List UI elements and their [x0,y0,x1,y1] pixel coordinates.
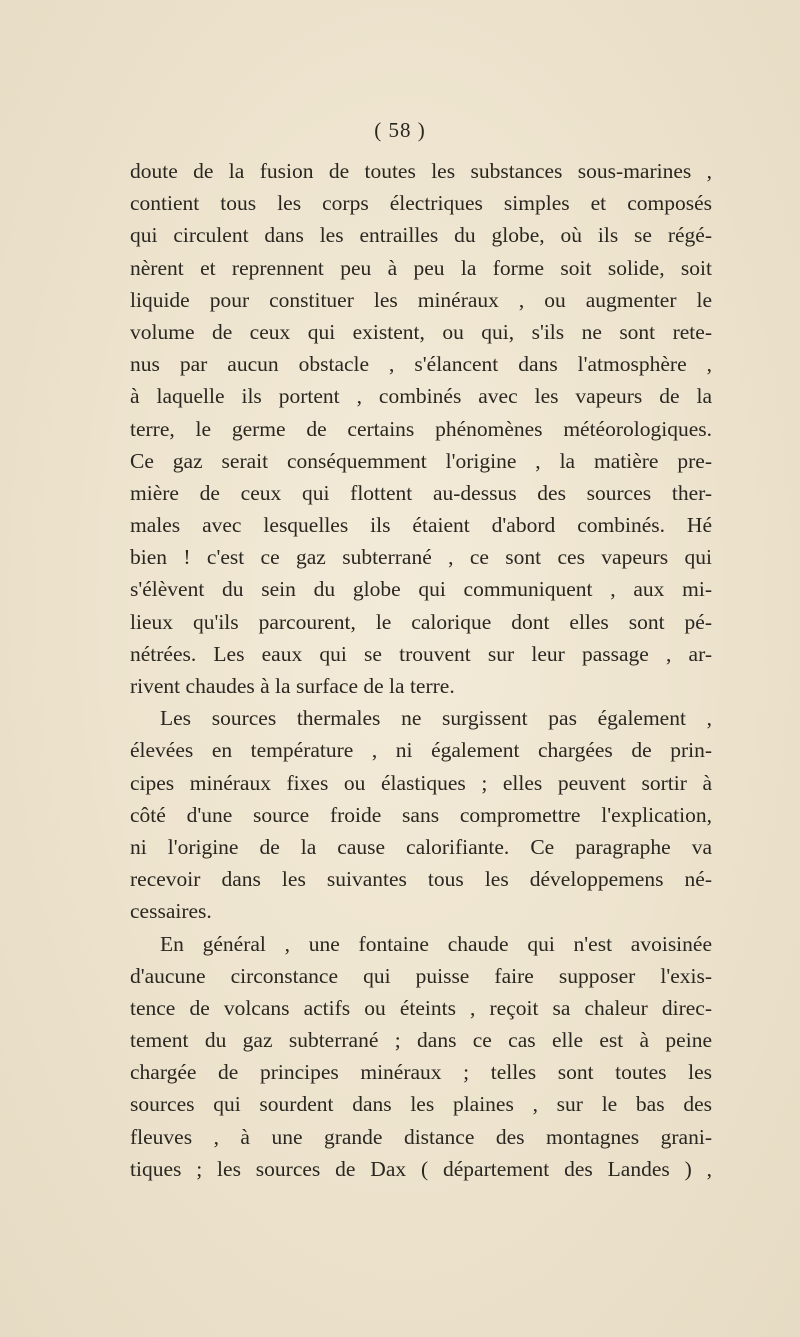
text-line: Ce gaz serait conséquemment l'origine , la matière pre- [130,448,712,473]
text-line: fleuves , à une grande distance des montagnes grani- [130,1124,712,1149]
text-line: contient tous les corps électriques simples et composés [130,191,712,216]
text-line: côté d'une source froide sans compromettre l'explication, [130,802,712,827]
paragraph [130,155,712,702]
text-line: qui circulent dans les entrailles du globe, où ils se régé- [130,223,712,248]
text-line: nèrent et reprennent peu à peu la forme soit solide, soit [130,255,712,280]
body-text [130,155,712,1185]
text-line: doute de la fusion de toutes les substances sous-marines , [130,159,712,183]
text-line: tence de volcans actifs ou éteints , reçoit sa chaleur direc- [130,995,712,1020]
text-line: liquide pour constituer les minéraux , ou augmenter le [130,287,712,312]
text-line: bien ! c'est ce gaz subterrané , ce sont ces vapeurs qui [130,545,712,570]
text-line: terre, le germe de certains phénomènes météorologiques. [130,416,712,441]
text-line: En général , une fontaine chaude qui n'est avoisinée [160,931,712,956]
text-line: rivent chaudes à la surface de la terre. [130,674,455,698]
text-line: sources qui sourdent dans les plaines , sur le bas des [130,1092,712,1117]
text-line: à laquelle ils portent , combinés avec les vapeurs de la [130,384,712,409]
text-line: élevées en température , ni également chargées de prin- [130,738,712,763]
text-line: mière de ceux qui flottent au-dessus des sources ther- [130,480,712,505]
text-line: d'aucune circonstance qui puisse faire supposer l'exis- [130,963,712,988]
text-line: males avec lesquelles ils étaient d'abord combinés. Hé [130,513,712,538]
text-line: volume de ceux qui existent, ou qui, s'ils ne sont rete- [130,319,712,344]
paragraph [130,928,712,1186]
text-line: recevoir dans les suivantes tous les développemens né- [130,867,712,892]
text-line: tiques ; les sources de Dax ( département des Landes ) , [130,1156,712,1181]
text-line: s'élèvent du sein du globe qui communiquent , aux mi- [130,577,712,602]
text-line: tement du gaz subterrané ; dans ce cas elle est à peine [130,1028,712,1053]
text-line: nétrées. Les eaux qui se trouvent sur leur passage , ar- [130,641,712,666]
paragraph [130,702,712,927]
text-line: cessaires. [130,899,212,924]
text-line: chargée de principes minéraux ; telles sont toutes les [130,1060,712,1085]
page-number: ( 58 ) [374,118,426,142]
text-line: lieux qu'ils parcourent, le calorique dont elles sont pé- [130,609,712,634]
text-line: nus par aucun obstacle , s'élancent dans l'atmosphère , [130,352,712,377]
text-line: cipes minéraux fixes ou élastiques ; elles peuvent sortir à [130,770,712,795]
text-line: Les sources thermales ne surgissent pas également , [160,706,712,731]
text-line: ni l'origine de la cause calorifiante. Ce paragraphe va [130,834,712,859]
